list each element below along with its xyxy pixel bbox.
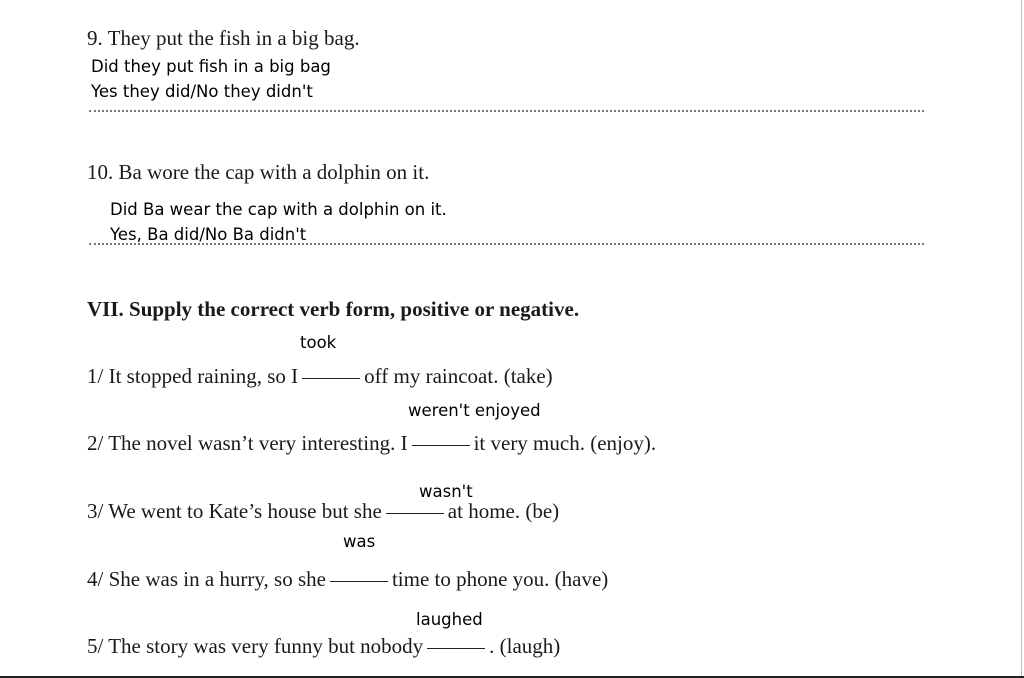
blank-5 [427,648,485,649]
exercise-item-3 [87,499,559,524]
item-5-after: . (laugh) [489,634,561,658]
item-5-before: 5/ The story was very funny but nobody [87,634,424,658]
answer-4: was [343,532,376,551]
answer-1: took [300,333,337,352]
dotted-line-10 [89,243,924,245]
answer-9-line-1: Did they put fish in a big bag [91,57,331,76]
answer-10-line-2: Yes, Ba did/No Ba didn't [110,225,307,244]
exercise-item-4 [87,567,608,592]
question-10: 10. Ba wore the cap with a dolphin on it. [87,160,430,184]
item-1-after: off my raincoat. (take) [364,364,553,388]
answer-3: wasn't [419,482,473,501]
item-4-before: 4/ She was in a hurry, so she [87,567,326,591]
dotted-line-9 [89,110,924,112]
exercise-item-1 [87,364,553,389]
item-1-before: 1/ It stopped raining, so I [87,364,299,388]
question-9: 9. They put the fish in a big bag. [87,26,360,50]
answer-9-line-2: Yes they did/No they didn't [91,82,313,101]
item-4-after: time to phone you. (have) [391,567,609,591]
exercise-item-5 [87,634,560,659]
item-2-before: 2/ The novel wasn’t very interesting. I [87,431,408,455]
answer-10-line-1: Did Ba wear the cap with a dolphin on it. [110,200,447,219]
answer-2: weren't enjoyed [408,401,541,420]
page-right-edge [1021,0,1022,678]
blank-2 [412,445,470,446]
blank-4 [330,581,388,582]
item-2-after: it very much. (enjoy). [473,431,657,455]
blank-1 [302,378,360,379]
blank-3 [386,513,444,514]
section-7-heading: VII. Supply the correct verb form, positive or negative. [87,297,580,321]
answer-5: laughed [416,610,483,629]
item-3-before: 3/ We went to Kate’s house but she [87,499,382,523]
exercise-item-2 [87,431,656,456]
item-3-after: at home. (be) [447,499,560,523]
